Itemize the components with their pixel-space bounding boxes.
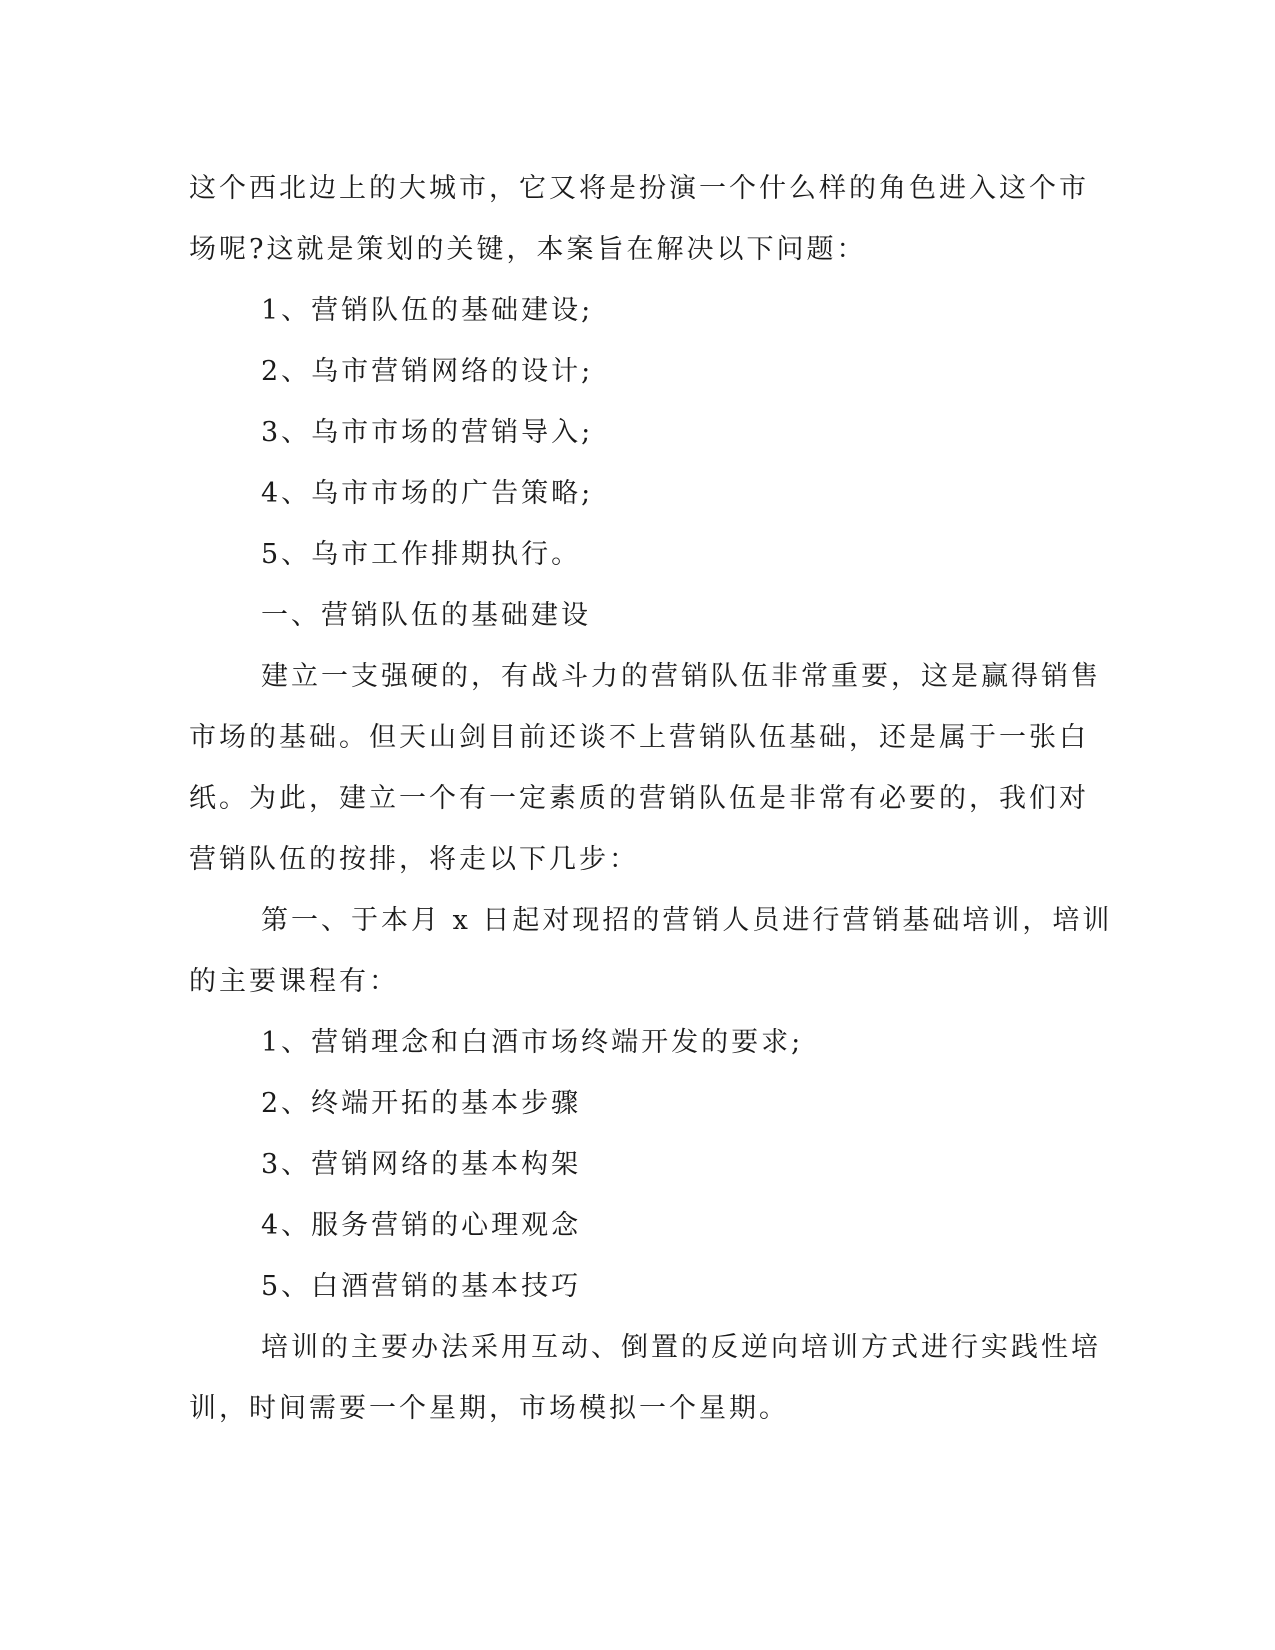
list-item: 2、乌市营销网络的设计;	[261, 356, 594, 387]
paragraph-line: 场呢?这就是策划的关键，本案旨在解决以下问题：	[189, 234, 867, 265]
paragraph-line: 第一、于本月 x 日起对现招的营销人员进行营销基础培训，培训	[261, 905, 1113, 936]
list-item: 4、服务营销的心理观念	[261, 1210, 582, 1241]
paragraph-line: 营销队伍的按排，将走以下几步：	[189, 844, 639, 875]
list-item: 2、终端开拓的基本步骤	[261, 1088, 582, 1119]
paragraph-line: 市场的基础。但天山剑目前还谈不上营销队伍基础，还是属于一张白	[189, 722, 1089, 753]
list-item: 1、营销队伍的基础建设;	[261, 295, 594, 326]
list-item: 3、营销网络的基本构架	[261, 1149, 582, 1180]
list-item: 1、营销理念和白酒市场终端开发的要求;	[261, 1027, 804, 1058]
paragraph-line: 训，时间需要一个星期，市场模拟一个星期。	[189, 1393, 789, 1424]
section-heading: 一、营销队伍的基础建设	[261, 600, 591, 631]
list-item: 3、乌市市场的营销导入;	[261, 417, 594, 448]
paragraph-line: 纸。为此，建立一个有一定素质的营销队伍是非常有必要的，我们对	[189, 783, 1089, 814]
list-item: 4、乌市市场的广告策略;	[261, 478, 594, 509]
paragraph-line: 这个西北边上的大城市，它又将是扮演一个什么样的角色进入这个市	[189, 173, 1089, 204]
list-item: 5、乌市工作排期执行。	[261, 539, 582, 570]
document-body	[189, 158, 1113, 1439]
list-item: 5、白酒营销的基本技巧	[261, 1271, 582, 1302]
paragraph-line: 的主要课程有：	[189, 966, 399, 997]
paragraph-line: 培训的主要办法采用互动、倒置的反逆向培训方式进行实践性培	[261, 1332, 1101, 1363]
paragraph-line: 建立一支强硬的，有战斗力的营销队伍非常重要，这是赢得销售	[261, 661, 1101, 692]
